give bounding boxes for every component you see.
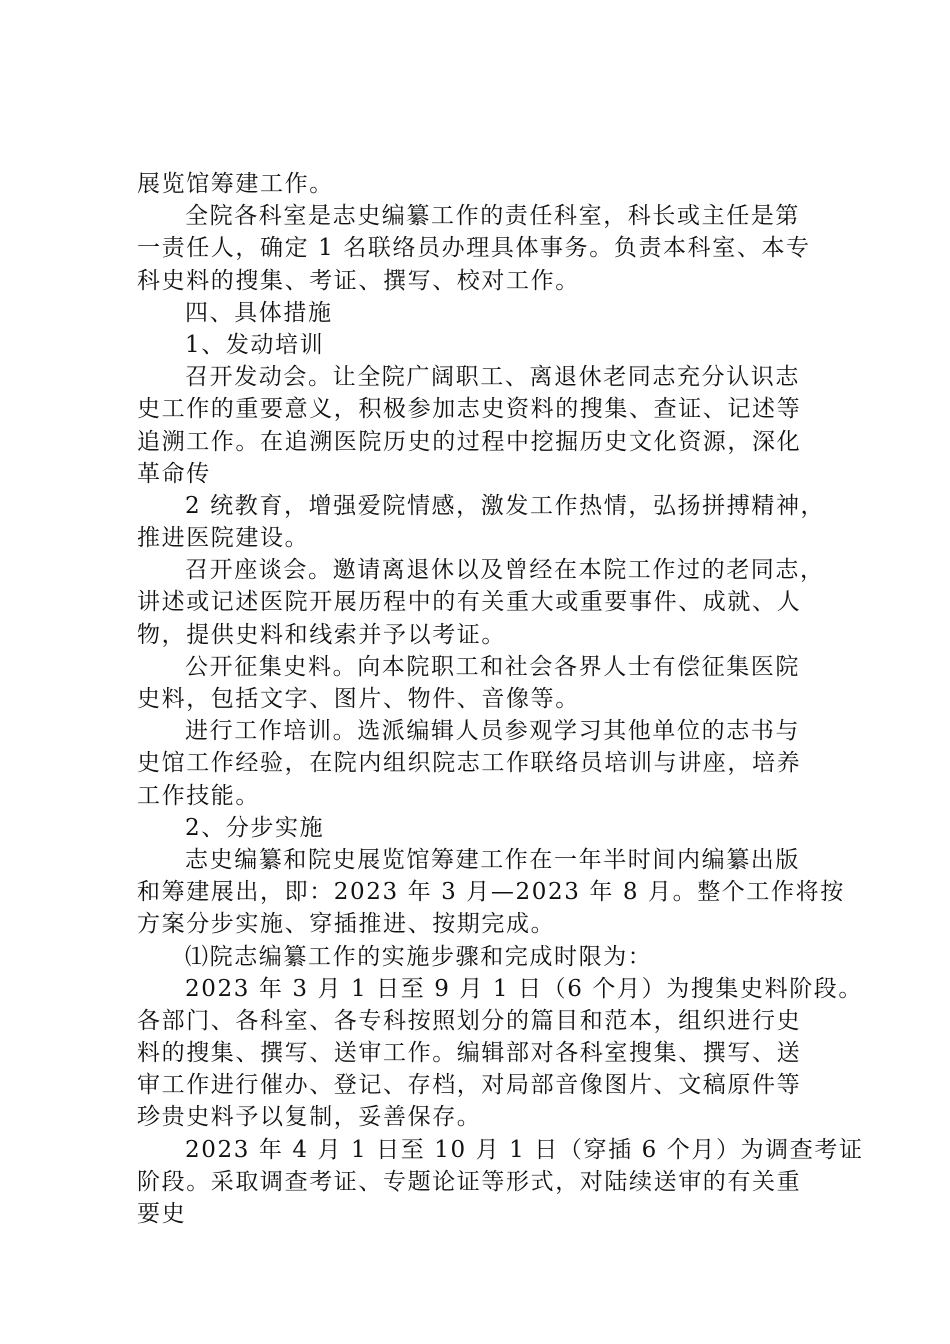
text-line: 各部门、各科室、各专科按照划分的篇目和范本，组织进行史 <box>137 1007 802 1034</box>
text-line: 召开座谈会。邀请离退休以及曾经在本院工作过的老同志， <box>185 557 825 584</box>
text-line: 召开发动会。让全院广阔职工、离退休老同志充分认识志 <box>185 364 800 391</box>
text-line: 2、分步实施 <box>185 814 325 841</box>
text-line: 科史料的搜集、考证、撰写、校对工作。 <box>137 267 580 294</box>
text-line: 志史编纂和院史展览馆筹建工作在一年半时间内编纂出版 <box>185 846 800 873</box>
text-line: 史工作的重要意义，积极参加志史资料的搜集、查证、记述等 <box>137 396 802 423</box>
text-line: 推进医院建设。 <box>137 525 310 552</box>
text-line: 方案分步实施、穿插推进、按期完成。 <box>137 911 556 938</box>
text-line: 工作技能。 <box>137 782 260 809</box>
text-line: 要史 <box>137 1201 187 1227</box>
text-line: 进行工作培训。选派编辑人员参观学习其他单位的志书与 <box>185 718 800 745</box>
text-line: 审工作进行催办、登记、存档，对局部音像图片、文稿原件等 <box>137 1072 802 1099</box>
text-line: 1、发动培训 <box>185 331 325 358</box>
text-line: 全院各科室是志史编纂工作的责任科室，科长或主任是第 <box>185 203 800 230</box>
text-line: 公开征集史料。向本院职工和社会各界人士有偿征集医院 <box>185 653 800 680</box>
text-line: 四、具体措施 <box>185 299 333 326</box>
text-line: 讲述或记述医院开展历程中的有关重大或重要事件、成就、人 <box>137 589 802 616</box>
text-line: 2 统教育，增强爱院情感，激发工作热情，弘扬拼搏精神， <box>185 492 826 519</box>
text-line: 革命传 <box>137 460 211 487</box>
text-line: 2023 年 3 月 1 日至 9 月 1 日（6 个月）为搜集史料阶段。 <box>185 975 864 1002</box>
text-line: 一责任人，确定 1 名联络员办理具体事务。负责本科室、本专 <box>137 235 811 262</box>
text-line: 阶段。采取调查考证、专题论证等形式，对陆续送审的有关重 <box>137 1168 802 1195</box>
text-line: 展览馆筹建工作。 <box>137 171 334 197</box>
text-line: 史料，包括文字、图片、物件、音像等。 <box>137 686 580 712</box>
document-body <box>137 168 864 1230</box>
text-line: 史馆工作经验，在院内组织院志工作联络员培训与讲座，培养 <box>137 750 802 777</box>
text-line: 物，提供史料和线索并予以考证。 <box>137 621 506 648</box>
text-line: ⑴院志编纂工作的实施步骤和完成时限为： <box>185 943 653 970</box>
text-line: 珍贵史料予以复制，妥善保存。 <box>137 1104 482 1131</box>
text-line: 追溯工作。在追溯医院历史的过程中挖掘历史文化资源，深化 <box>137 428 802 455</box>
text-line: 料的搜集、撰写、送审工作。编辑部对各科室搜集、撰写、送 <box>137 1040 802 1067</box>
text-line: 和筹建展出，即：2023 年 3 月—2023 年 8 月。整个工作将按 <box>137 879 845 906</box>
text-line: 2023 年 4 月 1 日至 10 月 1 日（穿插 6 个月）为调查考证 <box>185 1136 864 1163</box>
